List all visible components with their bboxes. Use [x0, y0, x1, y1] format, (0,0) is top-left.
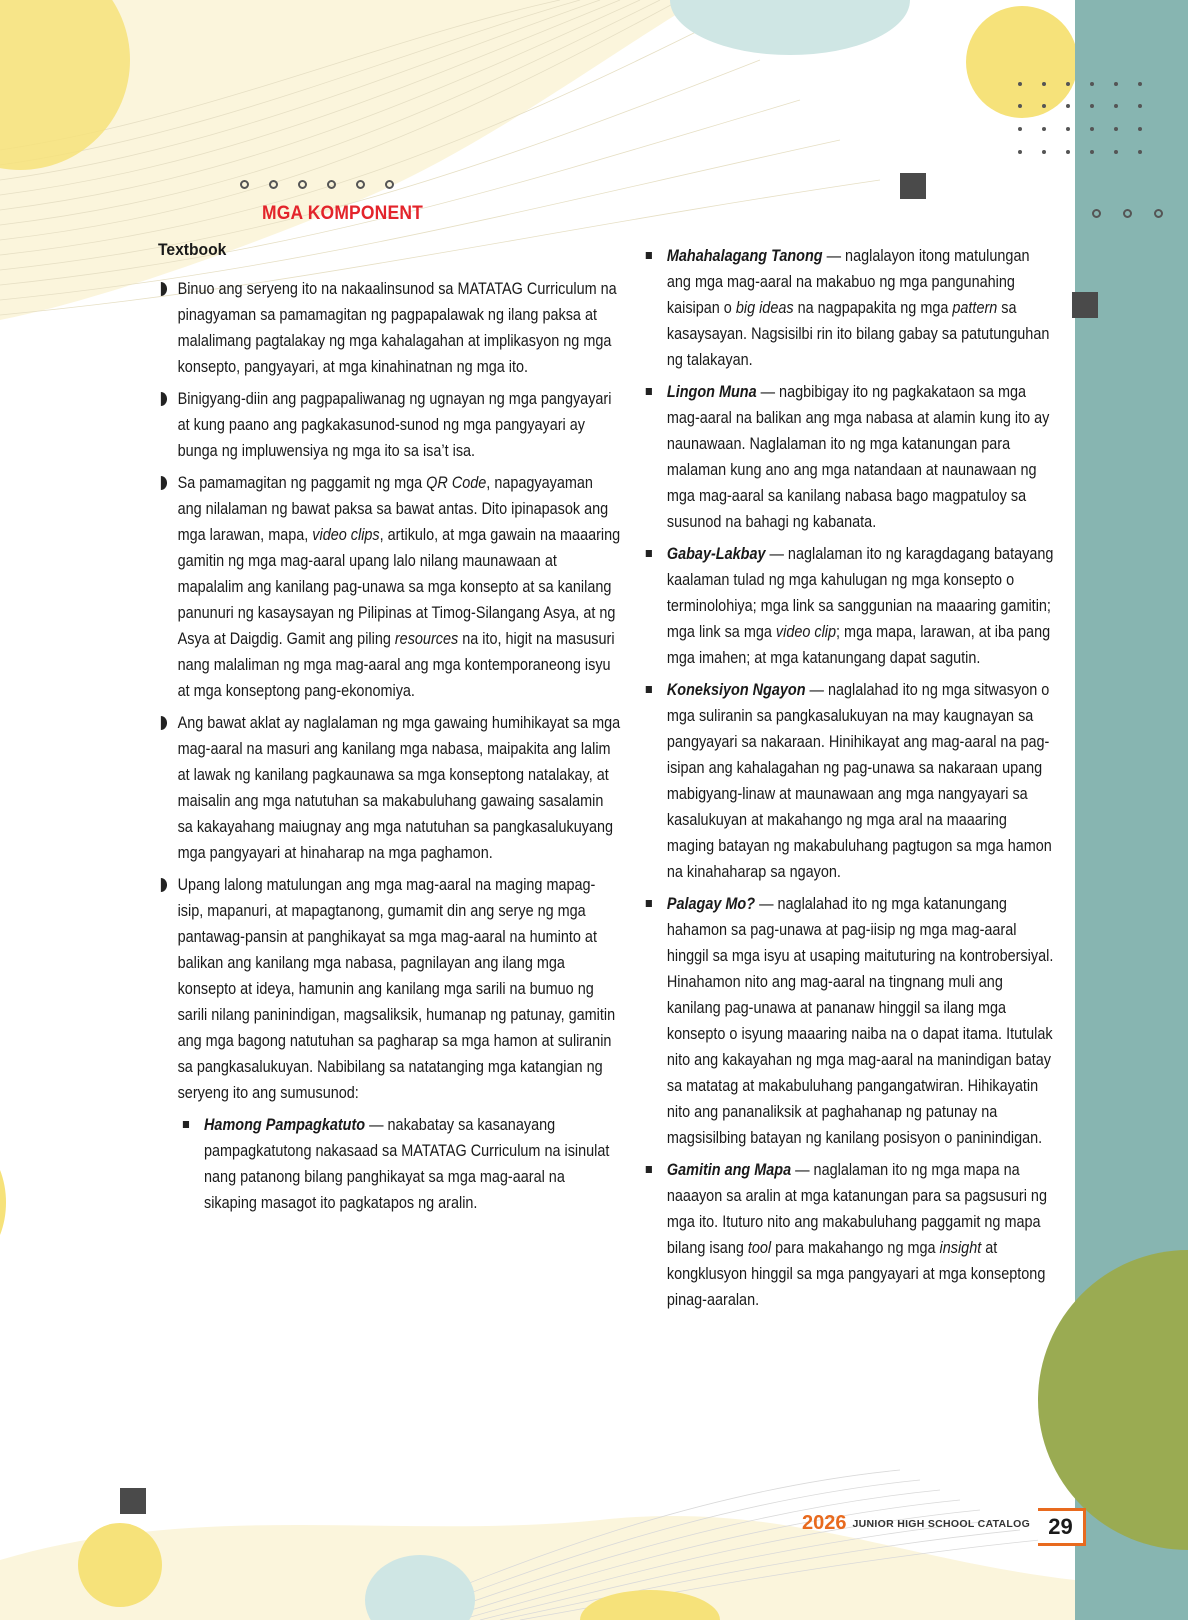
- feature-text: [204, 1112, 620, 1216]
- hollow-dot: [240, 180, 249, 189]
- decorative-square: [120, 1488, 146, 1514]
- text-segment: , napagyayaman ang nilalaman ng bawat paksa sa bawat antas. Dito ipinapasok ang mga larawan, mapa,: [177, 474, 609, 544]
- page-number: 29: [1038, 1508, 1086, 1546]
- bullet-text: [178, 872, 621, 1106]
- italic-term: tool: [747, 1239, 772, 1257]
- feature-text: [667, 379, 1054, 535]
- italic-term: big ideas: [735, 299, 794, 317]
- hollow-dot: [298, 180, 307, 189]
- feature-item: [644, 541, 1054, 671]
- bullet-item: [160, 470, 620, 704]
- text-segment: ; mga mapa, larawan, at iba pang mga imahen; at mga katanungang dapat sagutin.: [666, 623, 1051, 667]
- hollow-dot: [1123, 209, 1132, 218]
- feature-name: Mahahalagang Tanong: [666, 247, 823, 265]
- hollow-dot: [385, 180, 394, 189]
- text-segment: , artikulo, at mga gawain na maaaring gamitin ng mga mag-aaral upang lalo nilang maunawaan at mapalalim ang kanilang pag-unawa sa mga konsepto at sa kanilang panunuri ng kasaysayan ng Pilipinas at Timog-Silangang Asya, at ng Asya at Daigdig. Gamit ang piling: [177, 526, 621, 648]
- italic-term: pattern: [952, 299, 998, 317]
- square-bullet-icon: [646, 686, 652, 693]
- footer: [802, 1512, 1030, 1535]
- text-segment: — naglalahad ito ng mga sitwasyon o mga suliranin sa pangkasalukuyan na may kaugnayan sa pangyayari sa nakaraan. Hinihikayat ang mag-aaral na pag-isipan ang kahalagahan ng pag-unawa sa nakaraan upang mabigyang-linaw at maunawaan ang mga nangyayari sa kasalukuyan at makahango ng mga aral na maaaring maging batayan ng makabuluhang pagtugon sa mga hamon na kinahaharap sa ngayon.: [666, 681, 1052, 881]
- feature-name: Hamong Pampagkatuto: [204, 1116, 366, 1134]
- top-light-teal-blob: [670, 0, 910, 55]
- square-bullet-icon: [646, 550, 652, 557]
- square-bullet-icon: [646, 252, 652, 259]
- text-segment: Sa pamamagitan ng paggamit ng mga: [177, 474, 427, 492]
- italic-term: video clip: [775, 623, 837, 641]
- hollow-dot: [1092, 209, 1101, 218]
- bullet-text: [178, 470, 621, 704]
- hollow-dot: [1154, 209, 1163, 218]
- hollow-dot: [327, 180, 336, 189]
- hollow-dots-row: [240, 180, 394, 189]
- hollow-dot: [269, 180, 278, 189]
- feature-name: Koneksiyon Ngayon: [666, 681, 806, 699]
- text-segment: — naglalayon itong matulungan ang mga mag-aaral na makabuo ng mga pangunahing kaisipan o: [666, 247, 1030, 317]
- catalog-year: 2026: [802, 1512, 847, 1534]
- italic-term: insight: [939, 1239, 982, 1257]
- section-title: MGA KOMPONENT: [262, 203, 424, 224]
- hollow-dots-row-right: [1092, 209, 1163, 218]
- feature-item: [644, 379, 1054, 535]
- left-edge-yellow-sliver: [0, 1170, 6, 1235]
- feature-name: Lingon Muna: [666, 383, 757, 401]
- hollow-dot: [356, 180, 365, 189]
- catalog-name: JUNIOR HIGH SCHOOL CATALOG: [852, 1517, 1031, 1530]
- text-segment: Binigyang-diin ang pagpapaliwanag ng ugnayan ng mga pangyayari at kung paano ang pagkakasunod-sunod ng mga pangyayari ay bunga ng impluwensiya ng mga ito sa isa’t isa.: [177, 390, 612, 460]
- decorative-square: [900, 173, 926, 199]
- feature-text: [667, 243, 1054, 373]
- feature-text: [667, 891, 1054, 1151]
- text-segment: para makahango ng mga: [771, 1239, 940, 1257]
- feature-name: Gabay-Lakbay: [666, 545, 766, 563]
- text-segment: — nakabatay sa kasanayang pampagkatutong nakasaad sa MATATAG Curriculum na isinulat nang patanong bilang panghikayat sa mga mag-aaral na sikaping masagot ito pagkatapos ng aralin.: [204, 1116, 610, 1212]
- square-bullet-icon: [646, 900, 652, 907]
- half-circle-bullet-icon: [160, 282, 167, 296]
- feature-item: [181, 1112, 620, 1216]
- feature-name: Palagay Mo?: [666, 895, 756, 913]
- text-segment: — naglalaman ito ng mga mapa na naaayon sa aralin at mga katanungan para sa pagsusuri ng mga ito. Ituturo nito ang makabuluhang paggamit ng mapa bilang isang: [666, 1161, 1047, 1257]
- text-segment: at kongklusyon hinggil sa mga pangyayari at mga konseptong pinag-aaralan.: [666, 1239, 1046, 1309]
- half-circle-bullet-icon: [160, 878, 167, 892]
- italic-term: QR Code: [426, 474, 487, 492]
- square-bullet-icon: [646, 388, 652, 395]
- feature-item: [644, 677, 1054, 885]
- left-column: [160, 276, 620, 1222]
- bullet-text: [178, 710, 621, 866]
- text-segment: — naglalaman ito ng karagdagang batayang kaalaman tulad ng mga kahulugan ng mga konsepto o terminolohiya; mga link sa sanggunian na maaaring gamitin; mga link sa mga: [666, 545, 1054, 641]
- feature-text: [667, 677, 1054, 885]
- subheading: Textbook: [158, 240, 227, 259]
- bullet-text: [178, 386, 621, 464]
- half-circle-bullet-icon: [160, 476, 167, 490]
- half-circle-bullet-icon: [160, 716, 167, 730]
- text-segment: Upang lalong matulungan ang mga mag-aaral na maging mapag-isip, mapanuri, at mapagtanong, gumamit din ang serye ng mga pantawag-pansin at panghikayat sa mga mag-aaral na huminto at balikan ang kanilang mga nabasa, pagnilayan ang ilang mga konsepto at ideya, hamunin ang kanilang mga sarili na bumuo ng sarili nilang paninindigan, magsaliksik, humanap ng patunay, gamitin ang mga bagong natutuhan sa pagharap sa mga hamon at suliranin sa pangkasalukuyan. Nabibilang sa natatanging mga katangian ng seryeng ito ang sumusunod:: [177, 876, 616, 1102]
- bottom-left-yellow-circle: [78, 1523, 162, 1607]
- italic-term: resources: [394, 630, 459, 648]
- feature-name: Gamitin ang Mapa: [666, 1161, 792, 1179]
- feature-item: [644, 1157, 1054, 1313]
- square-bullet-icon: [183, 1121, 189, 1128]
- text-segment: — nagbibigay ito ng pagkakataon sa mga mag-aaral na balikan ang mga nabasa at alamin kung ito ay naunawaan. Naglalaman ito ng mga katanungan para malaman kung ano ang mga natandaan at naunawaan ng mga mag-aaral sa kanilang nabasa bago magpatuloy sa susunod na bahagi ng kabanata.: [666, 383, 1050, 531]
- italic-term: video clips: [312, 526, 380, 544]
- feature-text: [667, 1157, 1054, 1313]
- bullet-item: [160, 386, 620, 464]
- square-bullet-icon: [646, 1166, 652, 1173]
- bullet-item: [160, 276, 620, 380]
- bullet-text: [178, 276, 621, 380]
- feature-item: [644, 891, 1054, 1151]
- feature-item: [644, 243, 1054, 373]
- feature-sub-list: [181, 1112, 620, 1216]
- text-segment: Ang bawat aklat ay naglalaman ng mga gawaing humihikayat sa mga mag-aaral na masuri ang kanilang mga nabasa, maipakita ang lalim at lawak ng kanilang pagkaunawa sa mga konseptong natalakay, at maisalin ang mga natutuhan sa makabuluhang gawaing sasalamin sa kakayahang maiugnay ang mga natutuhan sa pangkasalukuyang mga pangyayari at hinaharap na mga paghamon.: [177, 714, 621, 862]
- text-segment: sa kasaysayan. Nagsisilbi rin ito bilang gabay sa patutunguhan ng talakayan.: [666, 299, 1050, 369]
- half-circle-bullet-icon: [160, 392, 167, 406]
- bottom-right-olive-circle: [1038, 1250, 1188, 1550]
- text-segment: na ito, higit na masusuri nang malaliman ng mga mag-aaral ang mga kontemporaneong isyu at mga konseptong pang-ekonomiya.: [177, 630, 615, 700]
- feature-text: [667, 541, 1054, 671]
- right-column: [644, 243, 1054, 1319]
- decorative-square: [1072, 292, 1098, 318]
- bullet-item: [160, 872, 620, 1106]
- top-right-yellow-circle: [966, 6, 1078, 118]
- text-segment: — naglalahad ito ng mga katanungang hahamon sa pag-unawa at pag-iisip ng mga mag-aaral hinggil sa mga isyu at usaping maituturing na kontrobersiyal. Hinahamon nito ang mag-aaral na tingnang muli ang kanilang pag-unawa at pananaw hinggil sa ilang mga konsepto o isyung maaaring naiba na o dapat itama. Itutulak nito ang kakayahan ng mga mag-aaral na manindigan batay sa matatag at makabuluhang pangangatwiran. Hihikayatin nito ang pananaliksik at paghahanap ng patunay na magsisilbing batayan ng kanilang posisyon o paninindigan.: [666, 895, 1054, 1147]
- text-segment: na nagpapakita ng mga: [793, 299, 953, 317]
- text-segment: Binuo ang seryeng ito na nakaalinsunod sa MATATAG Curriculum na pinagyaman sa pamamagitan ng pagpapalawak ng ilang paksa at malalimang pagtalakay ng mga kahalagahan at implikasyon ng mga konsepto, pangyayari, at mga kinahinatnan ng mga ito.: [177, 280, 617, 376]
- bullet-item: [160, 710, 620, 866]
